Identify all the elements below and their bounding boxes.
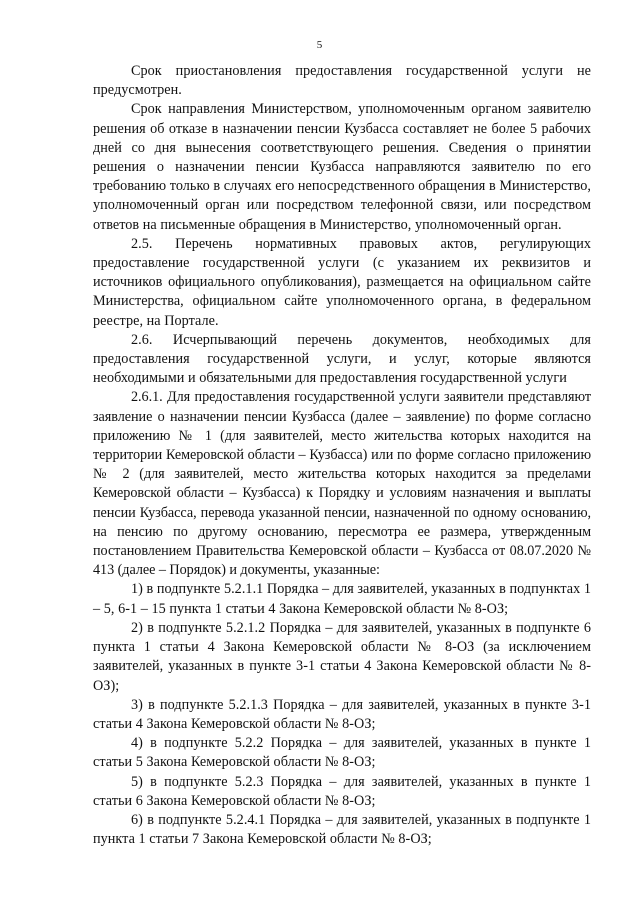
- list-item-1: 1) в подпункте 5.2.1.1 Порядка – для заявителей, указанных в подпунктах 1 – 5, 6-1 – 15 пункта 1 статьи 4 Закона Кемеровской области № 8-ОЗ;: [93, 581, 591, 617]
- paragraph-2-6-1-application: 2.6.1. Для предоставления государственной услуги заявители представляют заявление о назначении пенсии Кузбасса (далее – заявление) по форме согласно приложению № 1 (для заявителей, место жительства которых находится на территории Кемеровской области – Кузбасса) или по форме согласно приложению № 2 (для заявителей, место жительства которых находится за пределами Кемеровской области – Кузбасса) к Порядку и условиям назначения и выплаты пенсии Кузбасса, перевода указанной пенсии, назначенной по одному основанию, на пенсию по другому основанию, пересмотра ее размера, утвержденным постановлением Правительства Кемеровской области – Кузбасса от 08.07.2020 № 413 (далее – Порядок) и документы, указанные:: [93, 389, 591, 579]
- list-item-6: 6) в подпункте 5.2.4.1 Порядка – для заявителей, указанных в подпункте 1 пункта 1 статьи 7 Закона Кемеровской области № 8-ОЗ;: [93, 811, 591, 848]
- page-number: 5: [316, 39, 323, 51]
- list-item-3: 3) в подпункте 5.2.1.3 Порядка – для заявителей, указанных в пункте 3-1 статьи 4 Закона Кемеровской области № 8-ОЗ;: [93, 696, 591, 732]
- paragraph-2-6-documents-list: 2.6. Исчерпывающий перечень документов, необходимых для предоставления государственной услуги, и услуг, которые являются необходимыми и обязательными для предоставления государственной услуги: [93, 331, 591, 387]
- paragraph-refusal-notice-term: Срок направления Министерством, уполномоченным органом заявителю решения об отказе в назначении пенсии Кузбасса составляет не более 5 рабочих дней со дня вынесения соответствующего решения. Сведения о принятии решения о назначении пенсии Кузбасса направляются заявителю по его требованию только в случаях его непосредственного обращения в Министерство, уполномоченный орган или посредством телефонной связи, или посредством ответов на письменные обращения в Министерство, уполномоченный орган.: [93, 101, 591, 233]
- list-item-5: 5) в подпункте 5.2.3 Порядка – для заявителей, указанных в пункте 1 статьи 6 Закона Кемеровской области № 8-ОЗ;: [93, 773, 591, 809]
- paragraph-2-5-legal-acts: 2.5. Перечень нормативных правовых актов, регулирующих предоставление государственной услуги (с указанием их реквизитов и источников официального опубликования), размещается на официальном сайте Министерства, официальном сайте уполномоченного органа, в федеральном реестре, на Портале.: [93, 235, 591, 329]
- list-item-4: 4) в подпункте 5.2.2 Порядка – для заявителей, указанных в пункте 1 статьи 5 Закона Кемеровской области № 8-ОЗ;: [93, 735, 591, 771]
- document-body: [93, 62, 591, 849]
- list-item-2: 2) в подпункте 5.2.1.2 Порядка – для заявителей, указанных в подпункте 6 пункта 1 статьи 4 Закона Кемеровской области № 8-ОЗ (за исключением заявителей, указанных в пункте 3-1 статьи 4 Закона Кемеровской области № 8-ОЗ);: [93, 619, 591, 694]
- paragraph-suspension-term: Срок приостановления предоставления государственной услуги не предусмотрен.: [93, 63, 591, 99]
